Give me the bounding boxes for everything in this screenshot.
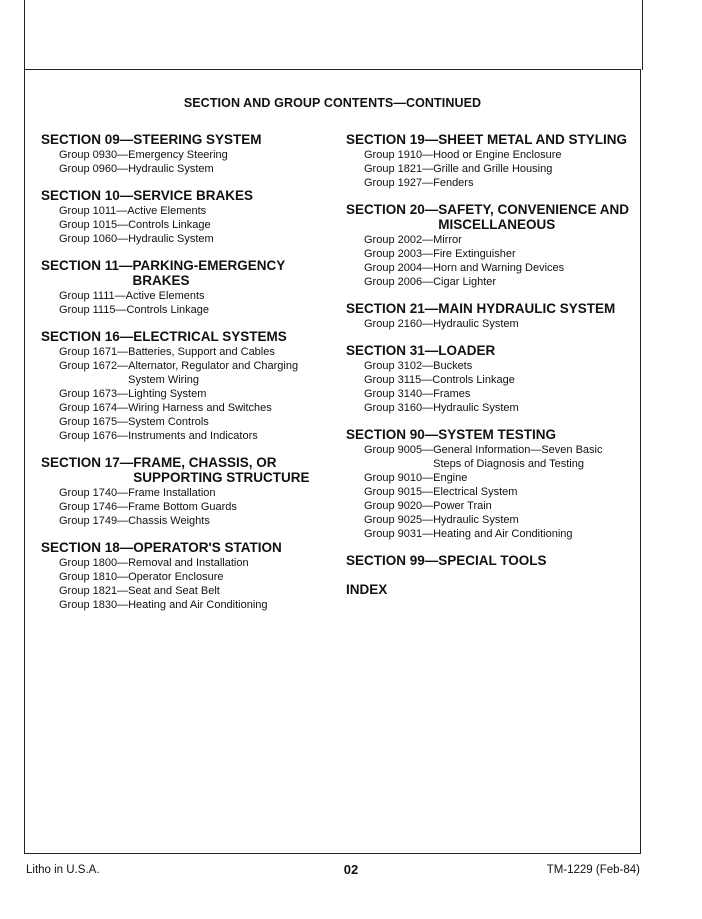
group-title: Frames: [433, 388, 471, 400]
group-list: [41, 148, 326, 176]
section-number: SECTION 17—: [41, 455, 134, 470]
group-title: Hydraulic System: [433, 402, 519, 414]
group-number: Group 1800—: [59, 557, 129, 569]
section-name: STEERING SYSTEM: [133, 132, 262, 147]
group-title: Heating and Air Conditioning: [128, 599, 268, 611]
group-entry: [346, 317, 631, 331]
section-title: [41, 258, 326, 288]
group-entry: [41, 401, 326, 415]
section-number: SECTION 09—: [41, 132, 134, 147]
group-number: Group 9031—: [364, 528, 434, 540]
section-name: PARKING-EMERGENCY BRAKES: [132, 258, 286, 288]
group-title: Controls Linkage: [126, 304, 210, 316]
index-heading: INDEX: [346, 582, 388, 597]
top-rule-left: [24, 0, 25, 70]
group-entry: [346, 513, 631, 527]
group-title: Power Train: [433, 500, 492, 512]
group-entry: [41, 359, 326, 387]
group-number: Group 1015—: [59, 219, 129, 231]
group-number: Group 1675—: [59, 416, 129, 428]
group-title: Hydraulic System: [433, 318, 519, 330]
group-entry: [41, 570, 326, 584]
group-entry: [346, 443, 631, 471]
page-number: 02: [343, 862, 359, 877]
group-number: Group 3140—: [364, 388, 434, 400]
document-id: TM-1229 (Feb-84): [546, 864, 640, 876]
group-title: Hydraulic System: [128, 233, 214, 245]
group-title: Cigar Lighter: [433, 276, 497, 288]
group-title: Alternator, Regulator and Charging System Wiring: [128, 360, 299, 386]
section-title: [346, 343, 631, 358]
section-title: [346, 427, 631, 442]
group-number: Group 1672—: [59, 360, 129, 372]
group-entry: [41, 289, 326, 303]
group-title: Electrical System: [433, 486, 518, 498]
section-title: [346, 202, 631, 232]
group-entry: [41, 584, 326, 598]
group-title: Frame Installation: [128, 487, 216, 499]
group-title: Buckets: [433, 360, 473, 372]
section-name: LOADER: [438, 343, 496, 358]
group-title: Hydraulic System: [433, 514, 519, 526]
group-entry: [346, 247, 631, 261]
group-number: Group 1810—: [59, 571, 129, 583]
group-number: Group 1011—: [59, 205, 128, 217]
group-title: Horn and Warning Devices: [433, 262, 565, 274]
group-number: Group 1740—: [59, 487, 129, 499]
section: [346, 427, 631, 541]
group-list: [41, 486, 326, 528]
section: [41, 540, 326, 612]
group-number: Group 3115—: [364, 374, 433, 386]
group-title: Controls Linkage: [432, 374, 515, 386]
group-title: General Information—Seven Basic Steps of Diagnosis and Testing: [433, 444, 603, 470]
section-title: [346, 132, 631, 147]
page-title: SECTION AND GROUP CONTENTS—CONTINUED: [183, 96, 482, 110]
group-title: Engine: [433, 472, 468, 484]
section-name: MAIN HYDRAULIC SYSTEM: [438, 301, 616, 316]
section-number: SECTION 20—: [346, 202, 439, 217]
group-entry: [41, 598, 326, 612]
group-entry: [346, 261, 631, 275]
section-name: SERVICE BRAKES: [133, 188, 254, 203]
group-title: Frame Bottom Guards: [128, 501, 237, 513]
group-title: Emergency Steering: [128, 149, 228, 161]
section-number: SECTION 90—: [346, 427, 439, 442]
group-number: Group 1674—: [59, 402, 129, 414]
section: [41, 455, 326, 528]
group-number: Group 3102—: [364, 360, 434, 372]
group-number: Group 1821—: [59, 585, 129, 597]
group-title: Operator Enclosure: [128, 571, 224, 583]
group-entry: [346, 162, 631, 176]
group-title: Active Elements: [125, 290, 205, 302]
group-title: Grille and Grille Housing: [433, 163, 553, 175]
group-entry: [346, 275, 631, 289]
group-title: Batteries, Support and Cables: [128, 346, 275, 358]
group-title: Mirror: [433, 234, 462, 246]
group-entry: [41, 387, 326, 401]
group-list: [41, 204, 326, 246]
group-entry: [41, 204, 326, 218]
group-number: Group 9020—: [364, 500, 434, 512]
section-name: SYSTEM TESTING: [438, 427, 557, 442]
right-sections: [346, 132, 631, 541]
group-entry: [346, 148, 631, 162]
group-entry: [346, 373, 631, 387]
group-entry: [346, 359, 631, 373]
section-title: [41, 329, 326, 344]
section-special-tools: SECTION 99—SPECIAL TOOLS: [346, 553, 547, 568]
section: [346, 202, 631, 289]
group-list: [41, 556, 326, 612]
group-number: Group 9010—: [364, 472, 434, 484]
section: [346, 343, 631, 415]
group-title: Seat and Seat Belt: [128, 585, 220, 597]
group-list: [41, 345, 326, 443]
group-number: Group 1111—: [59, 290, 126, 302]
group-title: Hood or Engine Enclosure: [433, 149, 562, 161]
group-number: Group 1910—: [364, 149, 434, 161]
section: [346, 301, 631, 331]
section-number: SECTION 19—: [346, 132, 439, 147]
group-number: Group 2004—: [364, 262, 434, 274]
group-entry: [41, 429, 326, 443]
section-name: FRAME, CHASSIS, OR SUPPORTING STRUCTURE: [133, 455, 310, 485]
group-list: [346, 233, 631, 289]
group-entry: [41, 500, 326, 514]
top-rule-right: [642, 0, 643, 70]
section: [41, 132, 326, 176]
group-title: Lighting System: [128, 388, 207, 400]
section-title: [41, 540, 326, 555]
section-name: SHEET METAL AND STYLING: [438, 132, 628, 147]
group-entry: [346, 499, 631, 513]
group-entry: [346, 485, 631, 499]
group-number: Group 1676—: [59, 430, 129, 442]
group-entry: [41, 232, 326, 246]
group-number: Group 9005—: [364, 444, 434, 456]
group-entry: [41, 303, 326, 317]
group-number: Group 0930—: [59, 149, 129, 161]
section-title: [41, 132, 326, 147]
section-number: SECTION 31—: [346, 343, 439, 358]
section: [41, 258, 326, 317]
section-number: SECTION 11—: [41, 258, 133, 273]
right-column: [346, 132, 631, 611]
group-title: Removal and Installation: [128, 557, 249, 569]
section-title: [41, 455, 326, 485]
group-number: Group 1060—: [59, 233, 129, 245]
group-number: Group 1821—: [364, 163, 434, 175]
section-name: ELECTRICAL SYSTEMS: [133, 329, 287, 344]
section-title: [41, 188, 326, 203]
group-title: Instruments and Indicators: [128, 430, 258, 442]
group-entry: [41, 148, 326, 162]
section-number: SECTION 21—: [346, 301, 439, 316]
group-list: [346, 443, 631, 541]
group-number: Group 9015—: [364, 486, 434, 498]
group-entry: [41, 345, 326, 359]
group-list: [41, 289, 326, 317]
group-title: System Controls: [128, 416, 209, 428]
section: [41, 188, 326, 246]
section-number: SECTION 16—: [41, 329, 134, 344]
group-number: Group 1927—: [364, 177, 434, 189]
group-number: Group 2160—: [364, 318, 434, 330]
group-entry: [346, 401, 631, 415]
group-number: Group 2006—: [364, 276, 434, 288]
group-entry: [346, 176, 631, 190]
group-title: Wiring Harness and Switches: [128, 402, 272, 414]
section-number: SECTION 18—: [41, 540, 134, 555]
group-number: Group 2003—: [364, 248, 434, 260]
group-number: Group 1115—: [59, 304, 127, 316]
section-name: SAFETY, CONVENIENCE AND MISCELLANEOUS: [438, 202, 630, 232]
group-entry: [346, 527, 631, 541]
group-list: [346, 359, 631, 415]
group-entry: [346, 233, 631, 247]
group-entry: [346, 387, 631, 401]
group-title: Controls Linkage: [128, 219, 211, 231]
section: [41, 329, 326, 443]
group-number: Group 1673—: [59, 388, 129, 400]
group-number: Group 2002—: [364, 234, 434, 246]
group-title: Fire Extinguisher: [433, 248, 516, 260]
group-list: [346, 148, 631, 190]
litho-note: Litho in U.S.A.: [26, 864, 100, 876]
group-number: Group 1830—: [59, 599, 129, 611]
group-entry: [41, 415, 326, 429]
left-column: [41, 132, 326, 624]
group-number: Group 1749—: [59, 515, 129, 527]
group-entry: [346, 471, 631, 485]
section-title: [346, 301, 631, 316]
group-number: Group 3160—: [364, 402, 434, 414]
group-list: [346, 317, 631, 331]
group-title: Active Elements: [127, 205, 207, 217]
group-number: Group 0960—: [59, 163, 129, 175]
group-entry: [41, 486, 326, 500]
group-title: Hydraulic System: [128, 163, 214, 175]
section-number: SECTION 10—: [41, 188, 134, 203]
group-title: Chassis Weights: [128, 515, 210, 527]
group-entry: [41, 556, 326, 570]
group-number: Group 1671—: [59, 346, 129, 358]
group-entry: [41, 218, 326, 232]
group-number: Group 9025—: [364, 514, 434, 526]
group-entry: [41, 514, 326, 528]
group-number: Group 1746—: [59, 501, 129, 513]
group-entry: [41, 162, 326, 176]
section-name: OPERATOR'S STATION: [133, 540, 282, 555]
group-title: Heating and Air Conditioning: [433, 528, 573, 540]
section: [346, 132, 631, 190]
group-title: Fenders: [433, 177, 474, 189]
